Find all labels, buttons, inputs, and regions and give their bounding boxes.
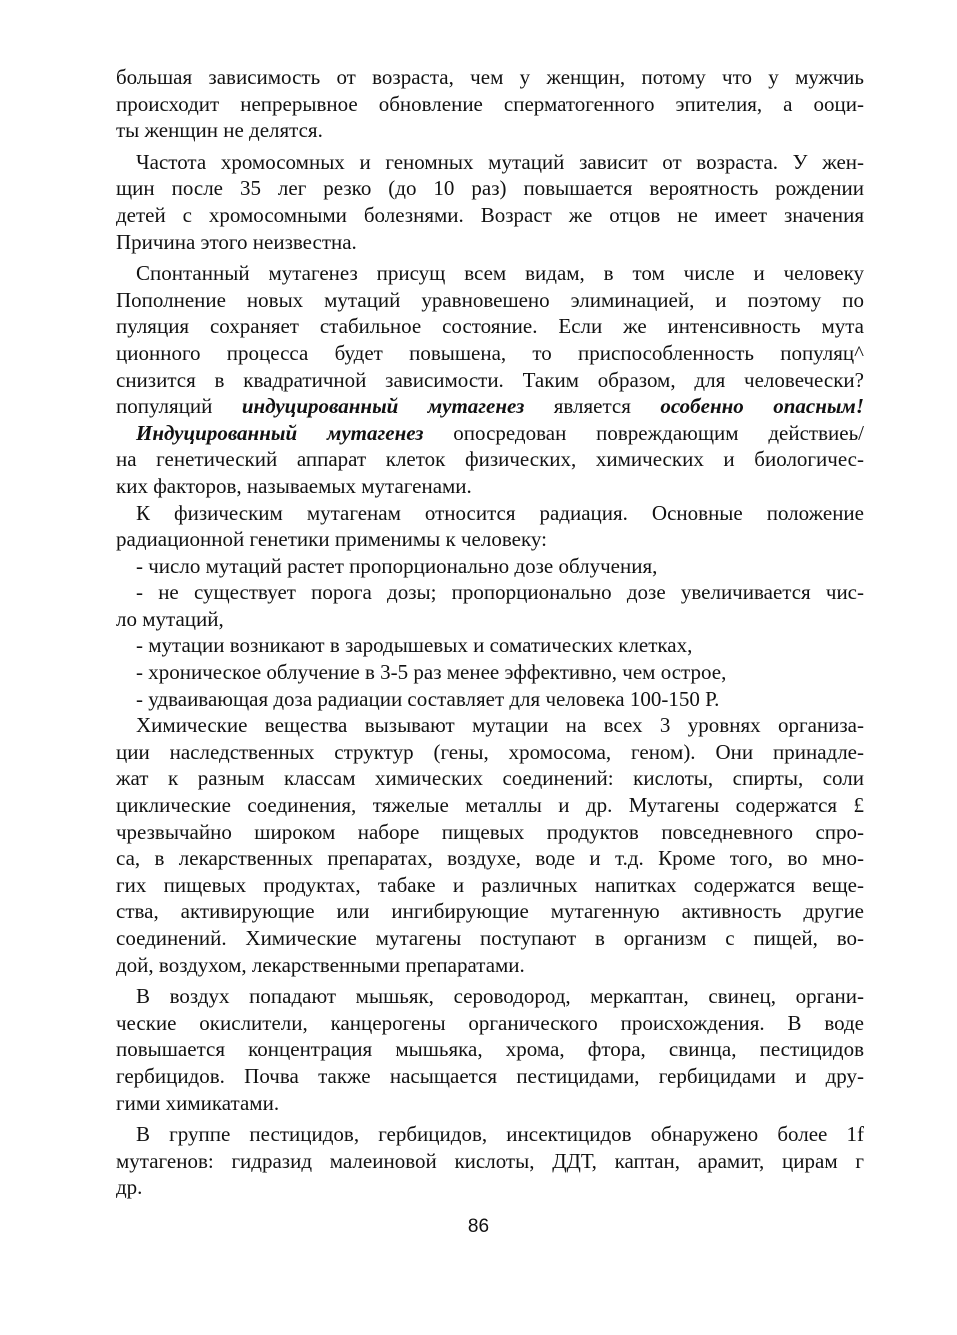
- paragraph-1: [116, 64, 864, 144]
- emphasis-term: особенно опасным!: [660, 394, 864, 419]
- bullet-list: [116, 553, 864, 713]
- text-line: Пополнение новых мутаций уравновешено элиминацией, и поэтому по: [116, 287, 864, 312]
- text-line: соединений. Химические мутагены поступают в организм с пищей, во-: [116, 926, 864, 950]
- text-line: происходит непрерывное обновление сперматогенного эпителия, а ооци-: [116, 91, 864, 116]
- paragraph-7: [116, 983, 864, 1116]
- text-line: др.: [116, 1175, 143, 1200]
- paragraph-8: [116, 1121, 864, 1201]
- emphasis-term: индуцированный мутагенез: [241, 394, 525, 419]
- text-line: повышается концентрация мышьяка, хрома, фтора, свинца, пестицидов: [116, 1037, 864, 1062]
- text-line: гих пищевых продуктах, табаке и различных напитках содержатся веще-: [116, 872, 864, 897]
- text-fragment: опосредован повреждающим действиеь/: [423, 420, 864, 445]
- text-line: ства, активирующие или ингибирующие мутагенную активность другие: [116, 899, 864, 924]
- text-line: пуляция сохраняет стабильное состояние. Если же интенсивность мута: [116, 314, 864, 339]
- text-fragment: популяций: [116, 394, 242, 419]
- page-number: 86: [467, 1216, 490, 1237]
- paragraph-3: [116, 260, 864, 420]
- text-line: детей с хромосомными болезнями. Возраст же отцов не имеет значения: [116, 202, 864, 227]
- text-line: са, в лекарственных препаратах, воздухе, воде и т.д. Кроме того, во мно-: [116, 846, 864, 871]
- text-line: ционного процесса будет повышена, то приспособленность популяц^: [116, 340, 864, 365]
- text-line: жат к разным классам химических соединений: кислоты, спирты, соли: [116, 766, 864, 791]
- text-line: мутагенов: гидразид малеиновой кислоты, ДДТ, каптан, арамит, цирам г: [116, 1148, 864, 1173]
- text-line: В группе пестицидов, гербицидов, инсектицидов обнаружено более 1f: [136, 1122, 864, 1147]
- text-line: гербицидов. Почва также насыщается пестицидами, гербицидами и дру-: [116, 1063, 864, 1088]
- text-line: Химические вещества вызывают мутации на всех 3 уровнях организа-: [136, 713, 864, 738]
- text-line-emphasis: [116, 393, 864, 420]
- text-line: снизится в квадратичной зависимости. Таким образом, для человечески?: [116, 367, 864, 392]
- text-line: большая зависимость от возраста, чем у женщин, потому что у мужчиь: [116, 65, 864, 89]
- text-line: щин после 35 лег резко (до 10 раз) повышается вероятность рождении: [116, 176, 864, 201]
- paragraph-2: [116, 149, 864, 255]
- text-line: ческие окислители, канцерогены органического происхождения. В воде: [116, 1010, 864, 1035]
- text-line: чрезвычайно широком наборе пищевых продуктов повседневного спро-: [116, 819, 864, 844]
- paragraph-4: [116, 420, 864, 500]
- list-item: - мутации возникают в зародышевых и соматических клетках,: [136, 633, 693, 658]
- text-line: Частота хромосомных и геномных мутаций зависит от возраста. У жен-: [136, 149, 864, 174]
- paragraph-6: [116, 712, 864, 978]
- text-line: К физическим мутагенам относится радиация. Основные положение: [136, 500, 864, 525]
- text-line: на генетический аппарат клеток физических, химических и биологичес-: [116, 447, 864, 472]
- text-line: ких факторов, называемых мутагенами.: [116, 473, 472, 498]
- paragraph-5: [116, 500, 864, 553]
- page-body: [116, 64, 864, 1201]
- text-line: циклические соединения, тяжелые металлы и др. Мутагены содержатся £: [116, 793, 864, 818]
- list-item: - не существует порога дозы; пропорционально дозе увеличивается чис-: [136, 580, 864, 605]
- text-line: дой, воздухом, лекарственными препаратами.: [116, 952, 525, 977]
- text-line: Причина этого неизвестна.: [116, 229, 357, 254]
- text-line: Спонтанный мутагенез присущ всем видам, в том числе и человеку: [136, 261, 864, 286]
- list-item: - хроническое облучение в 3-5 раз менее эффективно, чем острое,: [136, 660, 727, 685]
- text-line: ции наследственных структур (гены, хромосома, геном). Они принадле-: [116, 739, 864, 764]
- text-line: ты женщин не делятся.: [116, 118, 323, 143]
- text-fragment: является: [524, 394, 661, 419]
- text-line: В воздух попадают мышьяк, сероводород, меркаптан, свинец, органи-: [136, 984, 864, 1009]
- list-item: - число мутаций растет пропорционально дозе облучения,: [136, 553, 658, 578]
- text-line: радиационной генетики применимы к человеку:: [116, 527, 547, 552]
- emphasis-term: Индуцированный мутагенез: [136, 420, 424, 445]
- list-item-continuation: ло мутаций,: [116, 606, 224, 631]
- text-line: гими химикатами.: [116, 1090, 280, 1115]
- text-line-emphasis: [116, 420, 864, 447]
- list-item: - удваивающая доза радиации составляет для человека 100-150 Р.: [136, 686, 720, 711]
